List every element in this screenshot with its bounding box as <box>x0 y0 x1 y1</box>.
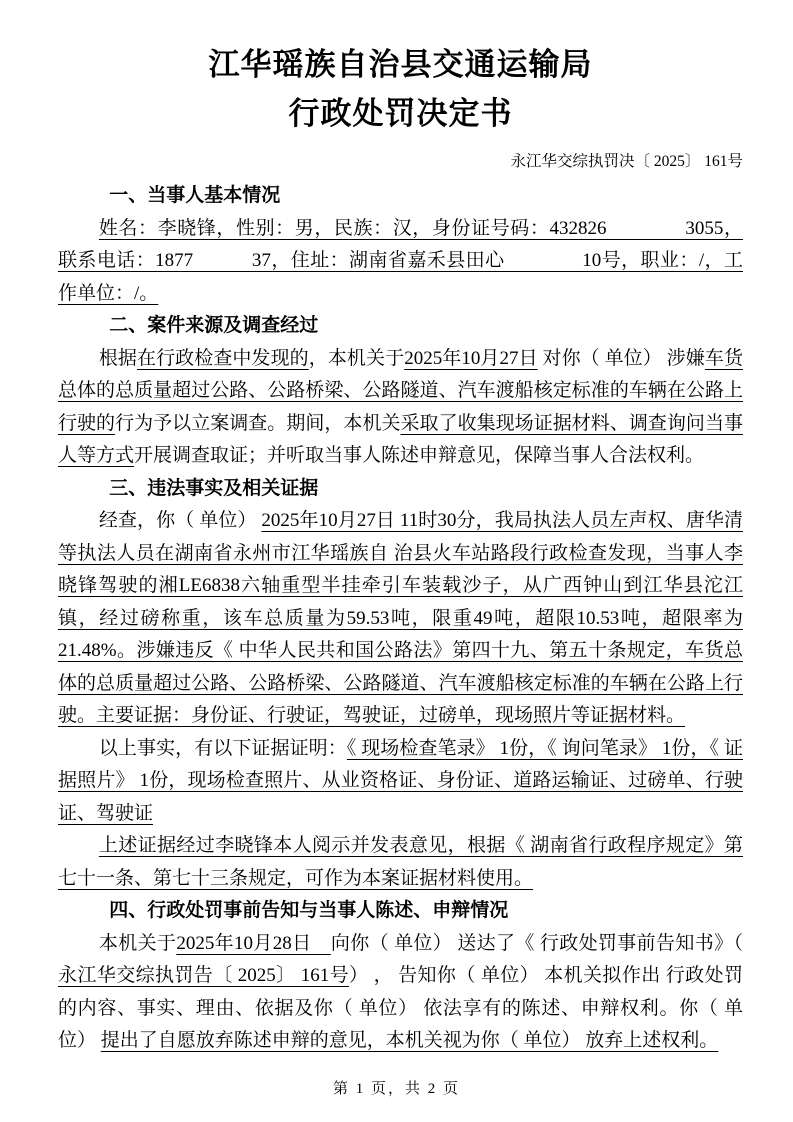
text-segment: 开展调查取证；并听取当事人陈述申辩意见，保障当事人合法权利。 <box>134 445 705 466</box>
text-segment: 行为予以立案调查。期间，本机关 <box>115 412 401 434</box>
underlined-text-segment: 《 现场检查笔录》 1份，《 询问笔录》 1份，《 证据照片》 1份，现场检查照片、从业资格证、身份证、道路运输证、过磅单、行驶证、驾驶证 <box>58 737 743 824</box>
underlined-text-segment: 在行政检查中发现的 <box>137 347 309 369</box>
text-segment: 本机关于 <box>98 932 177 954</box>
paragraph <box>58 343 743 473</box>
underlined-text-segment: 姓名：李晓锋，性别：男，民族：汉，身份证号码：432826 3055，联系电话：1877 37，住址：湖南省嘉禾县田心 10号，职业：/，工作单位：/。 <box>58 217 743 304</box>
section-heading-1: 一、当事人基本情况 <box>109 185 281 206</box>
underlined-text-segment: 车货总体的总质量超过公路、公路桥梁、公路隧道、汽车渡船核定标准的车辆在公路上行驶的 <box>58 347 743 434</box>
document-title-line1: 江华瑶族自治县交通运输局 <box>208 47 593 82</box>
underlined-text-segment: 2025年10月28日 <box>176 932 331 954</box>
underlined-text-segment: 永江华交综执罚告〔 2025〕 161号 <box>58 965 350 986</box>
section-heading-2: 二、案件来源及调查经过 <box>109 315 319 336</box>
text-segment: 经查，你（ 单位） <box>98 510 262 531</box>
text-segment: 向你（ 单位） 送达了《 行政处罚事前告知书》（ <box>330 932 743 954</box>
text-segment: ，本机关于 <box>308 347 405 369</box>
paragraph <box>58 505 743 733</box>
document-number: 永江华交综执罚决〔 2025〕 161号 <box>510 153 743 170</box>
text-segment: 以上事实，有以下证据证明： <box>98 737 347 759</box>
paragraph <box>58 830 743 895</box>
underlined-text-segment: 2025年10月27日 <box>404 347 538 369</box>
text-segment: ） ， 告知你（ 单位） 本机关拟作出 行政处罚的内容、事实、理由、依据及你（ 单位） 依法享有的陈述、申辩权利。你（ 单位） <box>58 965 743 1051</box>
paragraph <box>58 928 743 1058</box>
section-heading-3: 三、违法事实及相关证据 <box>109 477 319 499</box>
text-segment: 对你（ 单位） 涉嫌 <box>537 347 705 369</box>
underlined-text-segment: 采取了收集现场证据材料、调查询问当事人等方式 <box>58 412 743 466</box>
underlined-text-segment: 2025年10月27日 11时30分，我局执法人员左声权、唐华清等执法人员在湖南省永州市江华瑶族自 治县火车站路段行政检查发现，当事人李晓锋驾驶的湘LE6838六轴重型半挂牵引车装载沙子，从广西钟山到江华县沱江镇，经过磅称重，该车总质量为59.53吨，限重49吨，超限10.53吨，超限率为21.48%。涉嫌违反《 中华人民共和国公路法》第四十九、第五十条规定，车货总体的总质量超过公路、公路桥梁、公路隧道、汽车渡船核定标准的车辆在公路上行驶。主要证据：身份证、行驶证，驾驶证，过磅单，现场照片等证据材料。 <box>58 510 743 726</box>
section-heading-4: 四、行政处罚事前告知与当事人陈述、申辩情况 <box>109 900 509 921</box>
text-segment: 根据 <box>98 347 138 369</box>
underlined-text-segment: 提出了自愿放弃陈述申辩的意见，本机关视为你（ 单位） 放弃上述权利。 <box>100 1030 719 1051</box>
document-body <box>58 180 743 1058</box>
paragraph <box>58 733 743 831</box>
page-footer: 第 1 页，共 2 页 <box>332 1081 460 1097</box>
paragraph <box>58 213 743 311</box>
document-title-line2: 行政处罚决定书 <box>288 96 513 131</box>
underlined-text-segment: 上述证据经过李晓锋本人阅示并发表意见，根据《 湖南省行政程序规定》第七十一条、第七十三条规定，可作为本案证据材料使用。 <box>58 835 743 889</box>
